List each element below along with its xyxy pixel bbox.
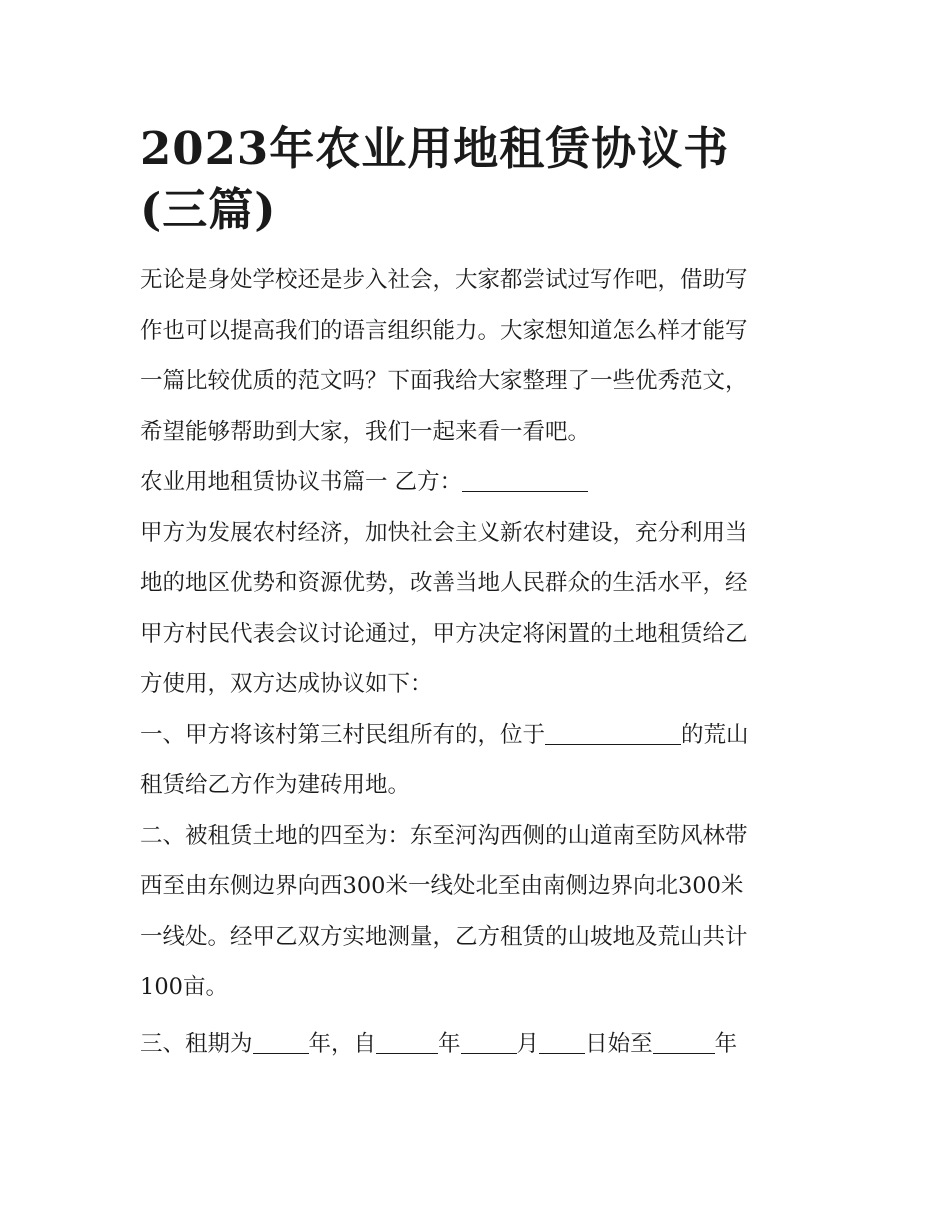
section-heading-text: 农业用地租赁协议书篇一 乙方： <box>140 469 463 495</box>
party-b-blank <box>462 465 588 492</box>
document-title <box>140 118 820 240</box>
para1-line: 地的地区优势和资源优势，改善当地人民群众的生活水平，经 <box>140 570 748 596</box>
para1-line: 甲方村民代表会议讨论通过，甲方决定将闲置的土地租赁给乙 <box>140 620 748 647</box>
term-years-blank <box>253 1027 309 1054</box>
clause3-part5: 日始至 <box>585 1030 653 1057</box>
section-heading <box>140 457 820 508</box>
clause-2 <box>140 811 820 1013</box>
clause3-part4: 月 <box>516 1030 540 1057</box>
intro-line: 一篇比较优质的范文吗？下面我给大家整理了一些优秀范文， <box>140 368 748 394</box>
clause3-part1: 三、租期为 <box>140 1030 253 1057</box>
para1-line: 方使用，双方达成协议如下： <box>140 671 433 697</box>
clause-1 <box>140 710 820 811</box>
clause2-line: 二、被租赁土地的四至为：东至河沟西侧的山道南至防风林带 <box>140 822 748 849</box>
intro-line: 希望能够帮助到大家，我们一起来看一看吧。 <box>140 418 591 445</box>
start-day-blank <box>539 1027 585 1054</box>
start-year-blank <box>376 1027 438 1054</box>
clause2-line: 一线处。经甲乙双方实地测量，乙方租赁的山坡地及荒山共计 <box>140 923 748 950</box>
clause3-part3: 年 <box>438 1030 461 1057</box>
document-page <box>140 118 820 1069</box>
title-line-1: 2023年农业用地租赁协议书 <box>140 122 730 175</box>
clause1-text-b: 的荒山 <box>681 721 749 748</box>
intro-line: 无论是身处学校还是步入社会，大家都尝试过写作吧，借助写 <box>140 267 748 293</box>
end-year-blank <box>653 1027 715 1054</box>
para1-line: 甲方为发展农村经济，加快社会主义新农村建设，充分利用当 <box>140 519 748 546</box>
intro-line: 作也可以提高我们的语言组织能力。大家想知道怎么样才能写 <box>140 317 748 344</box>
clause3-part6: 年 <box>714 1030 738 1057</box>
clause1-text-a: 一、甲方将该村第三村民组所有的，位于 <box>140 721 546 748</box>
clause-3 <box>140 1019 820 1070</box>
clause3-part2: 年，自 <box>308 1030 377 1057</box>
title-line-2: (三篇) <box>140 183 277 236</box>
paragraph-1 <box>140 508 820 710</box>
clause2-line: 西至由东侧边界向西300米一线处北至由南侧边界向北300米 <box>140 873 744 899</box>
clause2-line: 100亩。 <box>140 974 228 1000</box>
intro-paragraph <box>140 255 820 457</box>
location-blank <box>545 718 681 745</box>
start-month-blank <box>461 1027 517 1054</box>
clause1-line-2: 租赁给乙方作为建砖用地。 <box>140 772 411 798</box>
